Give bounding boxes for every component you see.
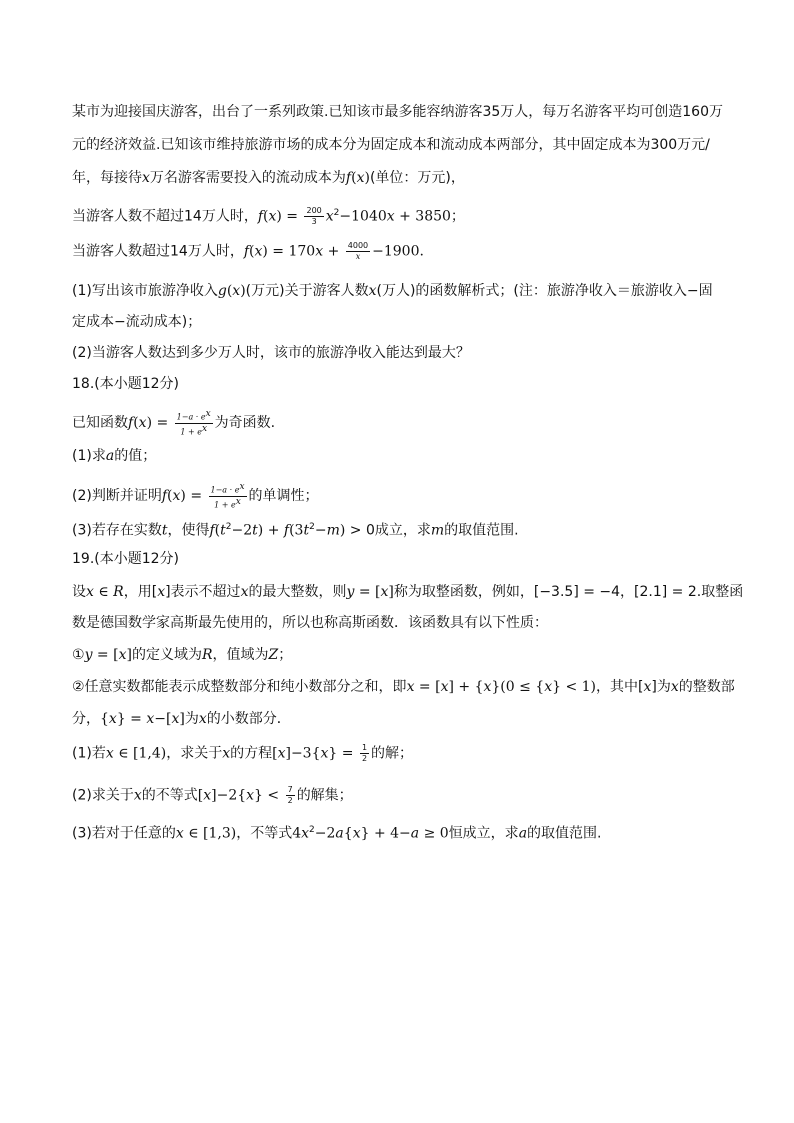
text: 万名游客需要投入的流动成本为 — [149, 170, 346, 186]
math-fx: f — [345, 170, 352, 186]
p19-property-2-cont: 分，{x} = x−[x]为x的小数部分． — [72, 711, 291, 727]
text: 当游客人数不超过14万人时， — [72, 208, 258, 225]
text: 当游客人数超过14万人时， — [72, 243, 244, 260]
p17-line-4: 当游客人数不超过14万人时，f(x) = $\frac{200}{3}$ $x^2-1040x + 3850$； — [72, 206, 465, 227]
fraction-odd-function: $\frac{1-a \cdot e^x}{1 + e^x}$ — [176, 409, 211, 437]
p19-property-2: ②任意实数都能表示成整数部分和纯小数部分之和，即x = [x] + {x}(0 ≤ {x} < 1)，其中[x]为x的整数部 — [72, 679, 735, 695]
p18-header: 18.(本小题12分) — [72, 376, 180, 392]
p17-question-1: (1)写出该市旅游净收入g(x)(万元)关于游客人数x(万人)的函数解析式；(注：旅游净收入＝旅游收入−固 — [72, 283, 713, 299]
fraction-4000-x: $\frac{4000}{x}$ — [347, 241, 369, 261]
p17-question-1-cont: 定成本−流动成本)； — [72, 314, 202, 330]
p18-question-3: (3)若存在实数t，使得$f(t^2-2t) + f(3t^2-m) > 0$成立，求m的取值范围. — [72, 522, 519, 539]
p18-question-1: (1)求a的值； — [72, 448, 157, 464]
p19-line-2: 数是德国数学家高斯最先使用的，所以也称高斯函数．该函数具有以下性质： — [72, 615, 548, 631]
text: 年，每接待 — [72, 170, 142, 186]
text: 某市为迎接国庆游客，出台了一系列政策.已知该市最多能容纳游客35万人，每万名游客平均可创造160万 — [72, 104, 723, 120]
p18-question-2: (2)判断并证明f(x) = $\frac{1-a \cdot e^x}{1 + e^x}$ 的单调性； — [72, 482, 319, 510]
text: (单位：万元)， — [369, 170, 465, 186]
fraction-odd-function-2: $\frac{1-a \cdot e^x}{1 + e^x}$ — [210, 482, 245, 510]
p17-line-5: 当游客人数超过14万人时，f(x) = 170x + $\frac{4000}{x}$ −1900. — [72, 241, 424, 261]
fraction-seven-halves: $\frac{7}{2}$ — [287, 785, 293, 805]
p17-line-1 — [72, 102, 722, 122]
math-x: x — [142, 170, 150, 186]
p17-line-2 — [72, 135, 722, 155]
p19-header: 19.(本小题12分) — [72, 551, 180, 567]
p19-question-2: (2)求关于x的不等式[x]−2{x} < $\frac{7}{2}$ 的解集； — [72, 785, 353, 805]
p19-line-1: 设x ∈ R，用[x]表示不超过x的最大整数，则y = [x]称为取整函数，例如，[−3.5] = −4，[2.1] = 2.取整函 — [72, 584, 744, 600]
p19-property-1: ①y = [x]的定义域为R，值域为Z； — [72, 647, 293, 663]
fraction-one-half: $\frac{1}{2}$ — [361, 743, 368, 763]
p17-question-2: (2)当游客人数达到多少万人时，该市的旅游净收入能达到最大？ — [72, 345, 470, 361]
p18-line-1: 已知函数f(x) = $\frac{1-a \cdot e^x}{1 + e^x}$ 为奇函数. — [72, 409, 276, 437]
p17-line-3: 年，每接待x万名游客需要投入的流动成本为f(x)(单位：万元)， — [72, 170, 465, 186]
p19-question-3: (3)若对于任意的x ∈ [1,3)，不等式$4x^2-2a\{x\} + 4-a \ge 0$恒成立，求a的取值范围. — [72, 825, 602, 842]
fraction-200-3: $\frac{200}{3}$ — [306, 206, 322, 227]
p19-question-1: (1)若x ∈ [1,4)，求关于x的方程[x]−3{x} = $\frac{1}{2}$ 的解； — [72, 743, 414, 763]
text: 元的经济效益.已知该市维持旅游市场的成本分为固定成本和流动成本两部分，其中固定成本为300万元/ — [72, 137, 710, 153]
